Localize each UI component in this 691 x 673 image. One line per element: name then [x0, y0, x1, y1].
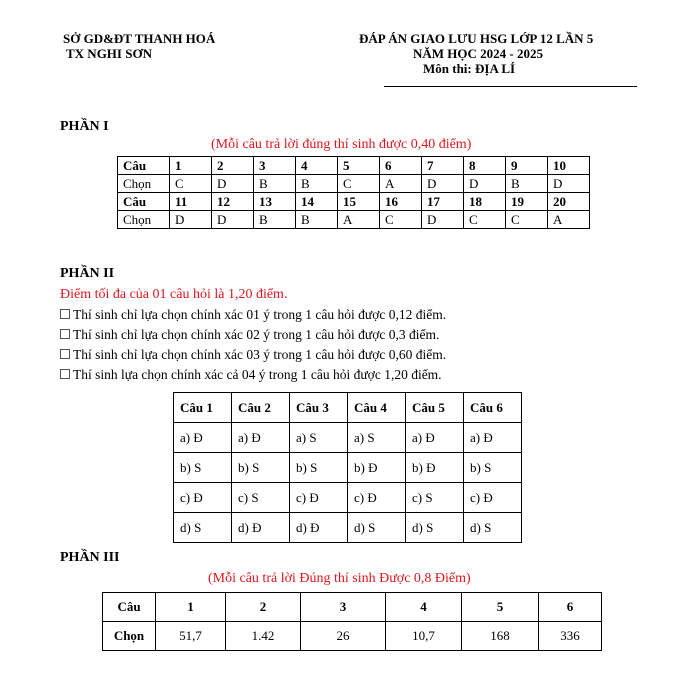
row-label: Chọn [118, 211, 170, 229]
table-cell: b) S [232, 453, 290, 483]
table-cell: 2 [212, 157, 254, 175]
header-divider [384, 86, 637, 87]
table-cell: D [422, 211, 464, 229]
table-cell: B [506, 175, 548, 193]
table-cell: 1 [170, 157, 212, 175]
table-cell: C [506, 211, 548, 229]
column-header: Câu 3 [290, 393, 348, 423]
rule-item [60, 367, 446, 387]
table-cell: c) Đ [290, 483, 348, 513]
checkbox-icon [60, 349, 70, 359]
table-cell: 3 [254, 157, 296, 175]
row-label: Câu [118, 193, 170, 211]
table-cell: D [464, 175, 506, 193]
question-number: 3 [301, 593, 386, 622]
column-header: Câu 4 [348, 393, 406, 423]
table-cell: a) Đ [232, 423, 290, 453]
table-cell: b) Đ [348, 453, 406, 483]
part2-title: PHẦN II [60, 266, 115, 281]
table-cell: 4 [296, 157, 338, 175]
table-row [118, 157, 590, 175]
table-cell: c) Đ [174, 483, 232, 513]
answer-cell: 336 [539, 622, 602, 651]
table-cell: a) Đ [174, 423, 232, 453]
table-cell: D [212, 175, 254, 193]
table-cell: 17 [422, 193, 464, 211]
table-cell: 5 [338, 157, 380, 175]
table-cell: c) Đ [348, 483, 406, 513]
table-cell: A [338, 211, 380, 229]
table-cell: d) S [464, 513, 522, 543]
table-cell: b) S [290, 453, 348, 483]
rule-item [60, 307, 446, 327]
table-cell: a) Đ [406, 423, 464, 453]
table-cell: 7 [422, 157, 464, 175]
table-cell: 18 [464, 193, 506, 211]
table-cell: d) Đ [290, 513, 348, 543]
column-header: Câu 1 [174, 393, 232, 423]
table-cell: c) S [406, 483, 464, 513]
table-row [174, 513, 522, 543]
table-cell: D [212, 211, 254, 229]
table-row [174, 453, 522, 483]
table-cell: 14 [296, 193, 338, 211]
table-cell: 20 [548, 193, 590, 211]
part2-rules [60, 307, 446, 387]
table-row [174, 483, 522, 513]
table-cell: 11 [170, 193, 212, 211]
table-cell: c) Đ [464, 483, 522, 513]
table-cell: 9 [506, 157, 548, 175]
table-cell: B [296, 211, 338, 229]
table-cell: D [422, 175, 464, 193]
part3-row-label-cau: Câu [103, 593, 156, 622]
rule-text: Thí sinh chỉ lựa chọn chính xác 02 ý trong 1 câu hỏi được 0,3 điểm. [73, 327, 440, 342]
doc-title: ĐÁP ÁN GIAO LƯU HSG LỚP 12 LẦN 5 [359, 31, 594, 46]
school-year: NĂM HỌC 2024 - 2025 [413, 46, 543, 61]
table-cell: D [170, 211, 212, 229]
table-cell: C [464, 211, 506, 229]
table-cell: a) S [348, 423, 406, 453]
school-town: TX NGHI SƠN [66, 46, 152, 61]
table-cell: d) Đ [232, 513, 290, 543]
part1-score-note: (Mỗi câu trả lời đúng thí sinh được 0,40 điểm) [211, 137, 472, 152]
table-row [174, 423, 522, 453]
table-cell: 16 [380, 193, 422, 211]
table-row [118, 175, 590, 193]
subject-line: Môn thi: ĐỊA LÍ [423, 61, 516, 76]
question-number: 6 [539, 593, 602, 622]
table-cell: 15 [338, 193, 380, 211]
rule-text: Thí sinh lựa chọn chính xác cả 04 ý trong 1 câu hỏi được 1,20 điểm. [73, 367, 442, 382]
table-row [118, 211, 590, 229]
table-cell: 19 [506, 193, 548, 211]
table-cell: C [170, 175, 212, 193]
table-row [118, 193, 590, 211]
table-cell: 10 [548, 157, 590, 175]
table-cell: a) S [290, 423, 348, 453]
table-cell: C [338, 175, 380, 193]
rule-item [60, 347, 446, 367]
checkbox-icon [60, 369, 70, 379]
table-cell: C [380, 211, 422, 229]
table-cell: B [296, 175, 338, 193]
table-cell: a) Đ [464, 423, 522, 453]
part3-score-note: (Mỗi câu trả lời Đúng thí sinh Được 0,8 Điểm) [208, 571, 471, 586]
checkbox-icon [60, 309, 70, 319]
table-cell: b) S [174, 453, 232, 483]
table-cell: A [548, 211, 590, 229]
rule-text: Thí sinh chỉ lựa chọn chính xác 03 ý trong 1 câu hỏi được 0,60 điểm. [73, 347, 447, 362]
part2-answer-table [173, 392, 522, 543]
table-cell: d) S [406, 513, 464, 543]
table-cell: d) S [174, 513, 232, 543]
table-cell: c) S [232, 483, 290, 513]
answer-cell: 1.42 [226, 622, 301, 651]
row-label: Câu [118, 157, 170, 175]
table-cell: A [380, 175, 422, 193]
answer-cell: 51,7 [156, 622, 226, 651]
table-cell: 8 [464, 157, 506, 175]
rule-text: Thí sinh chỉ lựa chọn chính xác 01 ý trong 1 câu hỏi được 0,12 điểm. [73, 307, 447, 322]
column-header: Câu 6 [464, 393, 522, 423]
table-cell: 6 [380, 157, 422, 175]
part3-row-label-chon: Chọn [103, 622, 156, 651]
question-number: 2 [226, 593, 301, 622]
column-header: Câu 2 [232, 393, 290, 423]
row-label: Chọn [118, 175, 170, 193]
part3-answer-table [102, 592, 602, 651]
question-number: 5 [462, 593, 539, 622]
checkbox-icon [60, 329, 70, 339]
part2-max-note: Điểm tối đa của 01 câu hỏi là 1,20 điểm. [60, 287, 288, 302]
rule-item [60, 327, 446, 347]
table-cell: B [254, 175, 296, 193]
question-number: 4 [386, 593, 462, 622]
question-number: 1 [156, 593, 226, 622]
answer-cell: 26 [301, 622, 386, 651]
table-cell: b) S [464, 453, 522, 483]
answer-cell: 168 [462, 622, 539, 651]
table-cell: b) Đ [406, 453, 464, 483]
table-cell: B [254, 211, 296, 229]
part3-title: PHẦN III [60, 550, 120, 565]
table-cell: 13 [254, 193, 296, 211]
part1-title: PHẦN I [60, 119, 109, 134]
answer-cell: 10,7 [386, 622, 462, 651]
column-header: Câu 5 [406, 393, 464, 423]
part1-answer-table [117, 156, 590, 229]
table-cell: D [548, 175, 590, 193]
table-cell: 12 [212, 193, 254, 211]
table-cell: d) S [348, 513, 406, 543]
school-dept: SỞ GD&ĐT THANH HOÁ [63, 31, 216, 46]
